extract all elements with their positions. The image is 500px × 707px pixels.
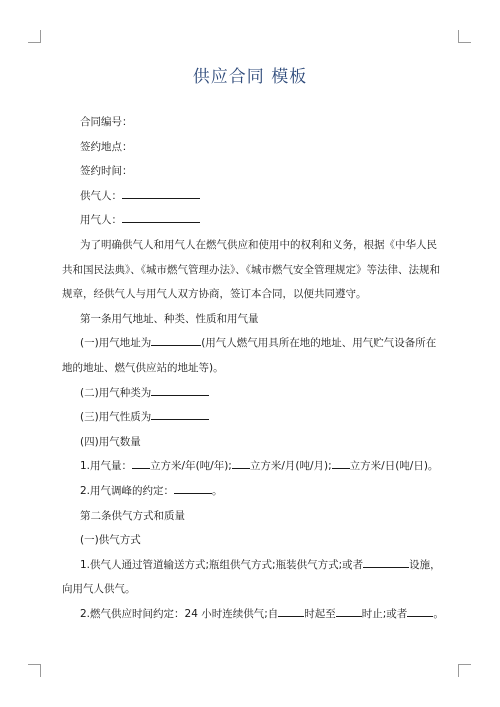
peak-label: 2.用气调峰的约定： bbox=[80, 484, 175, 497]
supply-method-end: 设施，向用气人供气。 bbox=[62, 558, 441, 596]
supply-facility-blank bbox=[363, 555, 409, 568]
field-sign-time: 签约时间： bbox=[80, 165, 133, 178]
peak-end: 。 bbox=[212, 484, 223, 497]
article1-item2 bbox=[62, 381, 446, 406]
peak-blank bbox=[174, 481, 212, 494]
article1-item1 bbox=[62, 331, 446, 380]
crop-mark-bottom-left bbox=[28, 664, 41, 677]
address-blank bbox=[151, 333, 201, 346]
usage-month-unit: 立方米/月(吨/月); bbox=[249, 460, 332, 473]
supply-time-end: 。 bbox=[433, 607, 444, 620]
supply-time-text: 2.燃气供应时间约定：24 小时连续供气;自 bbox=[80, 607, 279, 620]
supplier-blank bbox=[122, 186, 200, 199]
supply-start-blank bbox=[278, 604, 304, 617]
article1-item3-label: (三)用气性质为 bbox=[80, 411, 152, 424]
usage-day-blank bbox=[332, 456, 350, 469]
usage-day-unit: 立方米/日(吨/日)。 bbox=[349, 460, 439, 473]
field-consumer-label: 用气人： bbox=[80, 214, 122, 227]
article1-item4-1 bbox=[62, 454, 446, 479]
crop-mark-top-right bbox=[458, 30, 471, 43]
supply-end-blank bbox=[336, 604, 362, 617]
supply-time-to: 时止;或者 bbox=[361, 607, 408, 620]
article1-heading: 第一条用气地址、种类、性质和用气量 bbox=[80, 312, 259, 325]
article2-item1: (一)供气方式 bbox=[80, 534, 141, 547]
supply-method-text: 1.供气人通过管道输送方式;瓶组供气方式;瓶装供气方式;或者 bbox=[80, 558, 364, 571]
usage-year-blank bbox=[132, 456, 150, 469]
consumer-blank bbox=[122, 210, 200, 223]
article1-item4: (四)用气数量 bbox=[80, 435, 141, 448]
field-supplier bbox=[62, 184, 446, 209]
crop-mark-top-left bbox=[28, 30, 41, 43]
gas-nature-blank bbox=[151, 407, 209, 420]
article1-item1-suffix: (用气人燃气用具所在地的地址、用气贮气设备所在地的地址、燃气供应站的地址等)。 bbox=[62, 337, 437, 374]
article1-item2-label: (二)用气种类为 bbox=[80, 386, 152, 399]
document-body bbox=[62, 110, 446, 626]
field-consumer bbox=[62, 208, 446, 233]
article2-item1-2 bbox=[62, 602, 446, 627]
article2-heading: 第二条供气方式和质量 bbox=[80, 509, 185, 522]
usage-year-unit: 立方米/年(吨/年); bbox=[150, 460, 232, 473]
field-contract-no: 合同编号： bbox=[80, 116, 133, 128]
article1-item4-2 bbox=[62, 479, 446, 504]
field-sign-place: 签约地点： bbox=[80, 140, 133, 153]
article1-item3 bbox=[62, 405, 446, 430]
supply-other-blank bbox=[407, 604, 433, 617]
article2-item1-1 bbox=[62, 553, 446, 602]
field-supplier-label: 供气人： bbox=[80, 189, 122, 202]
gas-type-blank bbox=[151, 383, 209, 396]
usage-month-blank bbox=[232, 456, 250, 469]
document-title: 供应合同 模板 bbox=[192, 67, 308, 87]
supply-time-from: 时起至 bbox=[304, 607, 336, 620]
usage-label: 1.用气量： bbox=[80, 460, 133, 473]
intro-paragraph: 为了明确供气人和用气人在燃气供应和使用中的权利和义务，根据《中华人民共和国民法典》、《城市燃气管理办法》、《城市燃气安全管理规定》等法律、法规和规章，经供气人与用气人双方协商，签订本合同，以便共同遵守。 bbox=[62, 238, 440, 301]
crop-mark-bottom-right bbox=[458, 664, 471, 677]
article1-item1-prefix: (一)用气地址为 bbox=[80, 337, 152, 350]
